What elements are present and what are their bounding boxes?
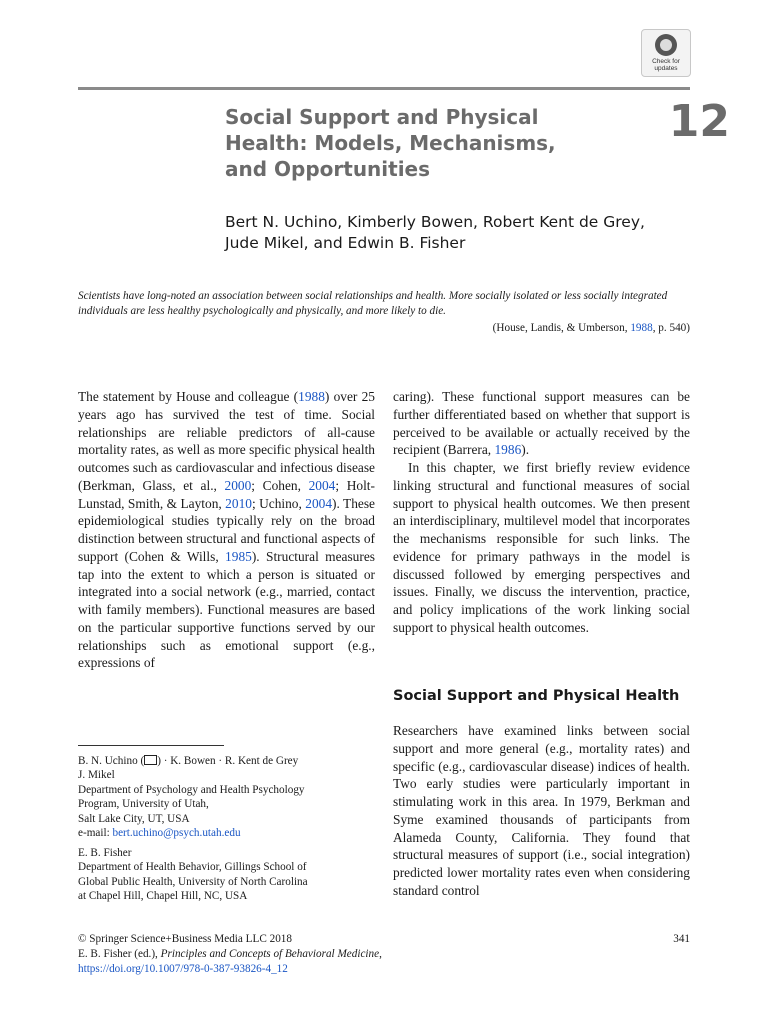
citation-link[interactable]: 2010 bbox=[225, 495, 252, 511]
chapter-title bbox=[225, 104, 645, 182]
column-right-bottom bbox=[393, 722, 690, 900]
title-line: Health: Models, Mechanisms, bbox=[225, 131, 556, 155]
column-right-top bbox=[393, 388, 690, 637]
text: ) · K. Bowen · R. Kent de Grey bbox=[157, 755, 299, 767]
text: caring). These functional support measures can be further differentiated based on whether that support is perceived to be available or actually received by the recipient (Barrera, bbox=[393, 389, 690, 458]
text: ). These epidemiological studies typically rely on the broad distinction between structural and functional aspects of support (Cohen & Wills, bbox=[78, 495, 375, 564]
author-line: Jude Mikel, and Edwin B. Fisher bbox=[225, 234, 466, 252]
chapter-number: 12 bbox=[668, 96, 730, 147]
doi-link[interactable]: https://doi.org/10.1007/978-0-387-93826-4_12 bbox=[78, 963, 288, 975]
header-rule bbox=[78, 87, 690, 90]
section-heading: Social Support and Physical Health bbox=[393, 688, 680, 704]
citation-link[interactable]: 1985 bbox=[225, 548, 252, 564]
text: e-mail: bbox=[78, 827, 113, 840]
text: , bbox=[379, 948, 382, 960]
fn-line: J. Mikel bbox=[78, 769, 115, 782]
title-line: Social Support and Physical bbox=[225, 105, 539, 129]
author-list bbox=[225, 212, 695, 254]
text: ). Structural measures tap into the extent to which a person is situated or integrated into a social network (e.g., married, contact with family members). Functional measures are based on the particular supportive functions served by our relationships such as emotional support (e.g., expressions of bbox=[78, 548, 375, 671]
citation-link[interactable]: 2004 bbox=[305, 495, 333, 511]
text: ; Uchino, bbox=[251, 495, 306, 511]
citation-text: (House, Landis, & Umberson, bbox=[492, 322, 631, 334]
fn-line: Global Public Health, University of North Carolina bbox=[78, 875, 308, 888]
envelope-icon[interactable] bbox=[144, 755, 157, 765]
title-line: and Opportunities bbox=[225, 157, 431, 181]
epigraph: Scientists have long-noted an association between social relationships and health. More socially isolated or less socially integrated individuals are less healthy psychologically and physically, and more likely to die. bbox=[78, 290, 668, 317]
fn-line bbox=[78, 826, 368, 840]
fn-line bbox=[78, 754, 368, 768]
citation-year-link[interactable]: 1988 bbox=[630, 322, 653, 334]
fn-line: at Chapel Hill, Chapel Hill, NC, USA bbox=[78, 890, 248, 903]
column-left bbox=[78, 388, 375, 672]
book-reference bbox=[78, 947, 690, 962]
citation-text: , p. 540) bbox=[652, 322, 690, 334]
text: ) over 25 years ago has survived the test of time. Social relationships are reliable predictors of all-cause mortality rates, as well as more specific physical health outcomes such as cardiovascular and infectious disease (Berkman, Glass, et al., bbox=[78, 389, 375, 493]
paragraph-section: Researchers have examined links between social support and more general (e.g., mortality rates) and specific (e.g., cardiovascular disease) indices of health. Two early studies were particularly important in stimulating work in this area. In 1979, Berkman and Syme examined thousands of participants from Alameda County, California. They found that structural measures of support (i.e., social integration) predicted lower mortality rates even when considering standard control bbox=[393, 723, 690, 898]
book-title: Principles and Concepts of Behavioral Medicine bbox=[160, 948, 380, 960]
citation-link[interactable]: 2004 bbox=[308, 477, 336, 493]
badge-label: Check for updates bbox=[652, 58, 680, 72]
text: E. B. Fisher (ed.), bbox=[78, 948, 161, 960]
page-number: 341 bbox=[673, 933, 690, 945]
email-link[interactable]: bert.uchino@psych.utah.edu bbox=[112, 827, 241, 840]
text: The statement by House and colleague ( bbox=[78, 389, 299, 404]
footnote-affiliation-1 bbox=[78, 754, 368, 840]
bookmark-icon bbox=[655, 34, 677, 56]
fn-line: Program, University of Utah, bbox=[78, 798, 209, 811]
text: B. N. Uchino ( bbox=[78, 755, 145, 767]
citation-link[interactable]: 1986 bbox=[494, 442, 522, 458]
fn-line: E. B. Fisher bbox=[78, 847, 132, 859]
paragraph-overview: In this chapter, we first briefly review evidence linking structural and functional measures of social support to physical health outcomes. We then present an interdisciplinary, multilevel model that incorporates the mechanisms responsible for such links. The evidence for primary pathways in the model is discussed followed by emerging perspectives and issues. Finally, we discuss the intervention, practice, and policy implications of the work linking social support to physical health outcomes. bbox=[393, 460, 690, 635]
text: ). bbox=[521, 442, 530, 458]
page-footer bbox=[78, 932, 690, 977]
text: ; Cohen, bbox=[251, 477, 309, 493]
fn-line: Department of Health Behavior, Gillings School of bbox=[78, 861, 307, 874]
footnote-affiliation-2 bbox=[78, 846, 368, 904]
check-for-updates-badge[interactable] bbox=[641, 29, 691, 77]
citation-link[interactable]: 1988 bbox=[298, 389, 325, 404]
citation-link[interactable]: 2000 bbox=[224, 477, 252, 493]
fn-line: Salt Lake City, UT, USA bbox=[78, 812, 190, 825]
author-line: Bert N. Uchino, Kimberly Bowen, Robert Kent de Grey, bbox=[225, 213, 645, 231]
epigraph-citation bbox=[300, 321, 690, 336]
footnote-rule bbox=[78, 745, 224, 746]
text: ; Holt-Lunstad, Smith, & Layton, bbox=[78, 477, 375, 511]
fn-line: Department of Psychology and Health Psychology bbox=[78, 783, 305, 796]
copyright: © Springer Science+Business Media LLC 2018 bbox=[78, 933, 292, 945]
paragraph-intro-continued bbox=[393, 388, 690, 459]
paragraph-intro bbox=[78, 388, 375, 672]
